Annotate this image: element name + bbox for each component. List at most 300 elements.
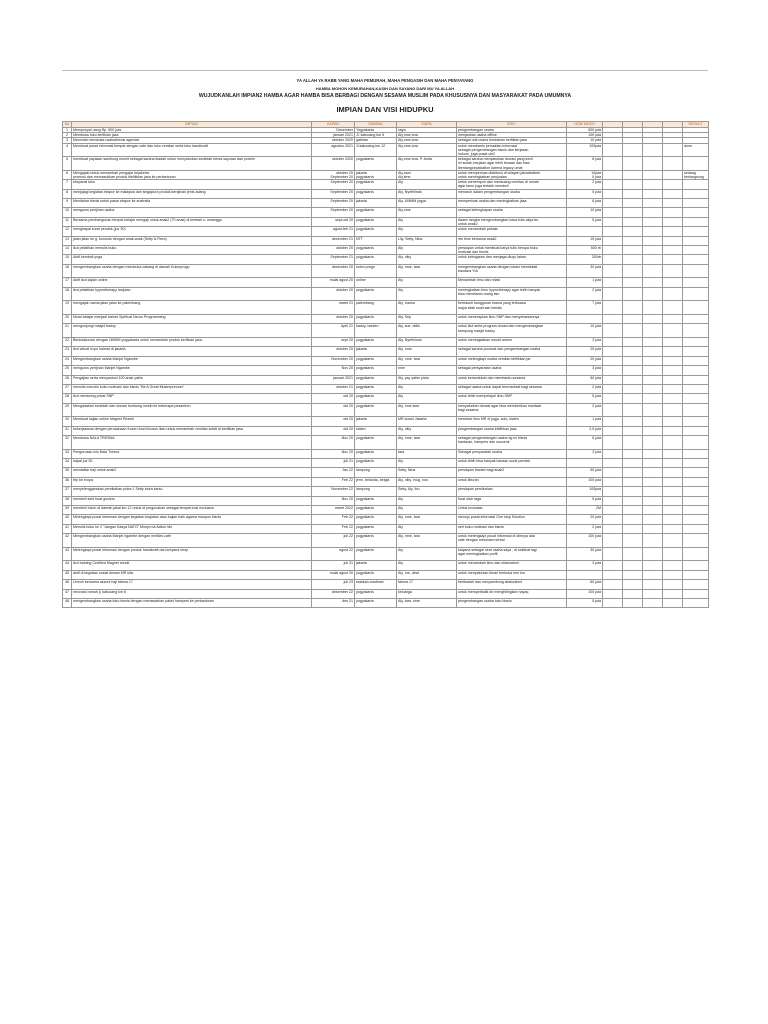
table-row [63,426,709,435]
kapan-text: Nov 20 [341,449,353,454]
kapan-text: juli 21 [343,459,353,464]
how-much-text: 50 juta [590,375,601,380]
why-text: mengembangkan usaha dengan lokasi mendekati [458,264,538,269]
kapan-cell [312,301,355,315]
table-row [63,236,709,245]
blank-cell [643,337,663,346]
dimana-cell [355,356,397,365]
why-text: untuk melengkapi usaha cemilan kfefikkan jar [458,356,531,361]
impian-cell [72,534,312,548]
dimana-cell [355,506,397,515]
kapan-cell [312,534,355,548]
blank-cell [643,468,663,477]
why-text: sebagai persyaratan usaha [458,366,502,371]
why-text: me time bersama anak2 [458,236,497,241]
blank-cell [623,561,643,570]
why-text: buat olah raga [458,496,481,501]
blank-cell [663,217,683,226]
why-cell [457,477,567,486]
dimana-text: yogyakarta [356,180,374,185]
result-cell [683,356,709,365]
result-cell [683,208,709,217]
siapa-cell [397,561,457,570]
dimana-text: klaten [356,426,366,431]
why-text: menuju pusat informasi One stop Solution [458,515,525,520]
kapan-text: juli 22 [343,534,353,539]
why-text: beribadah dan menyambung silaturahmi [458,580,523,585]
impian-cell [72,143,312,157]
result-cell [683,314,709,323]
how-much-cell [567,506,603,515]
why-cell [457,589,567,598]
impian-cell [72,170,312,179]
blank-cell [623,436,643,450]
how-much-text: 500 rb [590,246,601,250]
table-row [63,356,709,365]
row-number: 40 [63,515,72,524]
col-how-much: HOW MUCH [567,122,603,128]
blank-cell [643,394,663,403]
how-much-cell [567,570,603,579]
siapa-text: Aly, tara, rime [398,598,420,603]
blank-cell [623,375,643,384]
row-number: 5 [63,157,72,171]
kapan-cell [312,547,355,561]
result-cell [683,278,709,287]
why-text: sebagai unit usaha lembahan kerfikian jasa [458,138,527,143]
col-dimana: DIMANA [355,122,397,128]
kapan-cell [312,366,355,375]
why-text: agar tamu juga tertarik membeli [458,184,509,189]
blank-cell [663,236,683,245]
blank-cell [623,487,643,496]
impian-text: mengurus perijinan usaha [73,208,115,213]
blank-cell [663,199,683,208]
siapa-text-2: Aly,lene [398,175,411,180]
siapa-cell [397,278,457,287]
siapa-cell [397,301,457,315]
blank-cell [603,337,623,346]
why-cell [457,449,567,458]
result-cell [683,506,709,515]
impian-text: Menindai membuka usaha/bisnis agender [73,138,140,143]
dimana-cell [355,534,397,548]
table-row [63,157,709,171]
how-much-text: 3 juta [592,337,601,342]
result-cell [683,403,709,417]
siapa-cell [397,449,457,458]
blank-cell [623,208,643,217]
how-much-text-2: 5 juta [592,175,601,180]
siapa-cell [397,337,457,346]
kapan-cell [312,278,355,287]
dimana-cell [355,496,397,505]
impian-text: Mengajaki untuk menambah pengajar bejaketra [73,170,149,175]
row-number: 3 [63,138,72,143]
dimana-cell [355,337,397,346]
kapan-text: sept 20 [341,337,353,342]
dimana-cell [355,580,397,589]
row-number: 26 [63,375,72,384]
dimana-text-2: yogyakarta [356,175,374,180]
impian-text: Membuka toko kerfikian jasa [73,133,119,138]
table-row [63,580,709,589]
result-cell [683,227,709,236]
siapa-text: Aly [398,561,403,566]
kapan-text: mulai agust 20 [329,570,353,575]
siapa-cell [397,417,457,426]
kapan-cell [312,227,355,236]
why-text: Menambah ilmu dan relasi [458,278,501,283]
how-much-cell [567,426,603,435]
kapan-text: desember 20 [332,264,353,269]
kapan-cell [312,524,355,533]
kapan-text: okt 20 [343,426,353,431]
table-row [63,589,709,598]
result-cell [683,417,709,426]
kapan-text: januari 2021 [333,133,353,138]
kapan-text: januari 2021 [333,375,353,380]
how-much-cell [567,324,603,338]
blank-cell [663,170,683,179]
blank-cell [643,524,663,533]
blank-cell [643,366,663,375]
blank-cell [623,506,643,515]
blank-cell [643,217,663,226]
siapa-text: Aly,nani [398,170,411,175]
impian-cell [72,337,312,346]
col-why: WHY [457,122,567,128]
how-much-text: 20 juta [590,515,601,520]
kapan-cell [312,337,355,346]
impian-text: menulis menulis buku motivasi dan bisnis "Be A Great Mustrepreuner" [73,384,185,389]
impian-cell [72,449,312,458]
row-number: 4 [63,143,72,157]
row-number: 31 [63,426,72,435]
impian-text: ikut mentoring privat SNP [73,394,114,399]
why-text: menyalurkan donasi agar bisa memberikan manfaat [458,403,541,408]
why-cell [457,384,567,393]
table-row [63,487,709,496]
kapan-text: agustus 2021 [331,143,353,148]
impian-text: mengunjungi masjid baduy [73,324,116,329]
kapan-text: desember 21 [332,236,353,241]
table-row [63,180,709,189]
how-much-text: 7 juta [592,301,601,306]
why-cell [457,417,567,426]
result-cell [683,337,709,346]
siapa-text: Aly, UMMM jogya [398,199,426,204]
table-row [63,227,709,236]
siapa-cell [397,403,457,417]
blank-cell [643,255,663,264]
how-much-text: 5 juta [592,598,601,603]
kapan-text: September 20 [330,189,353,194]
kapan-cell [312,180,355,189]
dimana-text: yogyakarta [356,287,374,292]
blank-cell [663,375,683,384]
page-title: IMPIAN DAN VISI HIDUPKU [336,105,434,114]
blank-cell [623,301,643,315]
table-row [63,506,709,515]
how-much-text: 500 juta [588,128,601,132]
row-number: 25 [63,366,72,375]
how-much-cell [567,459,603,468]
blank-cell [603,547,623,561]
dimana-cell [355,570,397,579]
blank-cell [623,570,643,579]
blank-cell [623,468,643,477]
how-much-cell [567,487,603,496]
result-cell [683,246,709,255]
kapan-cell [312,347,355,356]
how-much-cell [567,515,603,524]
impian-cell [72,487,312,496]
table-row [63,598,709,607]
why-text: agar meningkatkan profit [458,551,498,556]
kapan-cell [312,487,355,496]
blank-cell [603,515,623,524]
impian-cell [72,468,312,477]
table-row [63,301,709,315]
table-row [63,459,709,468]
result-cell [683,598,709,607]
result-text-2: berlangsung [684,175,704,180]
blank-cell [643,436,663,450]
why-text: untuk membantu persaidan informasi [458,143,518,148]
siapa-text: nme [398,366,405,371]
how-much-text: 15 juta [590,236,601,241]
why-text: maya silah usali sah berialu [458,305,503,310]
blank-cell [643,403,663,417]
siapa-text: Aly, nme, tara [398,515,420,520]
dimana-cell [355,199,397,208]
siapa-cell [397,189,457,198]
blank-cell [623,189,643,198]
why-text: untuk menambah ilmu dan silaturahmi [458,561,519,566]
dimana-cell [355,524,397,533]
blank-cell [603,459,623,468]
table-row [63,403,709,417]
how-much-cell [567,384,603,393]
kapan-cell [312,236,355,245]
blank-cell [663,264,683,278]
table-row [63,570,709,579]
blank-cell [663,189,683,198]
impian-text: mengembangkan usaha toko bisnis dengan menawarkan paket hampers ke perkantoran [73,598,214,603]
row-number: 34 [63,459,72,468]
dimana-cell [355,468,397,477]
why-text: Sebagai persyaratan usaha [458,449,502,454]
impian-text: Mengadakan sedekah dan donasi tumbung mosih ke beberapa pesantren [73,403,191,408]
impian-cell [72,227,312,236]
blank-cell [643,180,663,189]
why-cell [457,255,567,264]
dimana-text: yogyakarta [356,157,374,162]
result-cell [683,384,709,393]
impian-text: Mengembangkan usaha Manjei Ngambe [73,356,138,361]
how-much-text: 200rb [591,255,601,260]
kapan-cell [312,580,355,589]
dimana-text: baduy, banten [356,324,379,329]
blank-cell [623,403,643,417]
kapan-cell [312,436,355,450]
table-row [63,375,709,384]
how-much-cell [567,580,603,589]
dimana-cell [355,157,397,171]
impian-cell [72,417,312,426]
blank-cell [643,278,663,287]
row-number: 8 [63,189,72,198]
result-cell [683,143,709,157]
dimana-cell [355,436,397,450]
row-number: 27 [63,384,72,393]
row-number: 16 [63,264,72,278]
siapa-cell [397,436,457,450]
row-number: 6 [63,170,72,179]
how-much-text: 50 juta [590,468,601,473]
how-much-cell [567,314,603,323]
impian-text: mengembangkan usaha dengan membuka cabang di daerah Kulonprogo [73,264,190,269]
blank-cell [623,180,643,189]
table-row [63,394,709,403]
impian-cell [72,278,312,287]
how-much-cell [567,366,603,375]
blank-cell [603,449,623,458]
blank-cell [623,384,643,393]
blank-cell [643,589,663,598]
kapan-cell [312,170,355,179]
why-cell [457,180,567,189]
why-cell [457,426,567,435]
how-much-text: 100 juta [588,589,601,594]
dimana-cell [355,561,397,570]
row-number: 22 [63,337,72,346]
siapa-text: tara [398,449,405,454]
impian-text: mengajak mama jalan jalan ke palembang [73,301,141,306]
siapa-text: Aly [398,227,403,232]
blank-cell [663,356,683,365]
blank-cell [603,208,623,217]
blank-cell [643,477,663,486]
dimana-cell [355,189,397,198]
how-much-cell [567,403,603,417]
kapan-cell [312,417,355,426]
impian-cell [72,506,312,515]
siapa-cell [397,347,457,356]
siapa-text: Aly, niky [398,426,412,431]
why-text: persiapan ibadah bagi anak2 [458,468,505,473]
impian-cell [72,580,312,589]
blank-cell [663,589,683,598]
why-cell [457,324,567,338]
result-cell [683,394,709,403]
blank-cell [663,417,683,426]
blank-cell [603,394,623,403]
impian-cell [72,366,312,375]
siapa-text: Aly [398,180,403,185]
how-much-cell [567,189,603,198]
how-much-text: 100juta [589,487,601,492]
blank-cell [643,417,663,426]
why-text: cafe dengan minuman herbal [458,538,505,543]
impian-text: mengurus perijinan Manjei Ngambe [73,366,130,371]
kapan-text: Nov 20 [341,496,353,501]
blank-cell [623,199,643,208]
blank-cell [623,246,643,255]
how-much-text: 3 juta [592,449,601,454]
kapan-cell [312,356,355,365]
siapa-text: Aly,nme [398,208,411,213]
col-result: RESULT [683,122,709,128]
blank-cell [623,170,643,179]
blank-cell [643,561,663,570]
dimana-text: yogyakarta [356,375,374,380]
table-row [63,189,709,198]
siapa-text: MR kowei Jakarta [398,417,427,422]
siapa-text: Aly [398,246,403,250]
siapa-cell [397,170,457,179]
why-text: pengembangan usaha [458,128,494,132]
blank-cell [603,324,623,338]
why-cell [457,534,567,548]
row-number: 43 [63,547,72,561]
siapa-text: Aly, nme [398,347,412,352]
kapan-text: oktober 20 [336,347,353,352]
impian-text: membuat yayasan sambung momit sebagai sarana ibadah untuk menyalurkan sedekah beras,sayuran dan protein [73,157,255,162]
row-number: 29 [63,403,72,417]
dimana-text: yogyakarta [356,356,374,361]
blank-cell [663,227,683,236]
siapa-text: Aly [398,524,403,529]
why-cell [457,236,567,245]
kapan-text: Nov 20 [341,436,353,441]
why-text: seri buku motivasi dan bisnis [458,524,504,529]
impian-text: Mulai belajar menjadi trainer Spiritual Neuro Programming [73,314,166,319]
how-much-text: 60 juta [590,580,601,585]
impian-text: menjajagi kegiatan ekspor ke malaysia dan singapura produk kerajinan jenis adang [73,189,206,194]
blank-cell [603,506,623,515]
how-much-cell [567,524,603,533]
impian-cell [72,301,312,315]
siapa-text: Aly [398,506,403,510]
why-text: bereasuh kangguran mama yang terbuasa [458,301,526,306]
how-much-text: 10 juta [590,324,601,329]
why-cell [457,217,567,226]
blank-cell [663,547,683,561]
impian-cell [72,375,312,384]
blank-cell [603,170,623,179]
impian-cell [72,561,312,570]
dimana-cell [355,287,397,301]
kapan-text: juli 23 [343,580,353,585]
why-text: untuk melengkapi pusat informasi di dimnya ada [458,534,535,539]
blank-cell [603,487,623,496]
why-text: untuk menerapkan ilmu SNP dan menyebarkannya [458,314,540,319]
impian-cell [72,589,312,598]
why-text: hantaran, hampers dan souvenir [458,440,510,445]
siapa-cell [397,515,457,524]
why-text: pengembangan usaha kfefikkan jasa [458,426,517,431]
how-much-cell [567,301,603,315]
kapan-text: oktober 20 [336,287,353,292]
how-much-cell [567,337,603,346]
impian-text: Pengajian serta menyantuni 100 anak yatim [73,375,143,380]
dimana-cell [355,264,397,278]
siapa-text: Aly, Nyefelindo [398,337,422,342]
dimana-cell [355,278,397,287]
impian-cell [72,287,312,301]
